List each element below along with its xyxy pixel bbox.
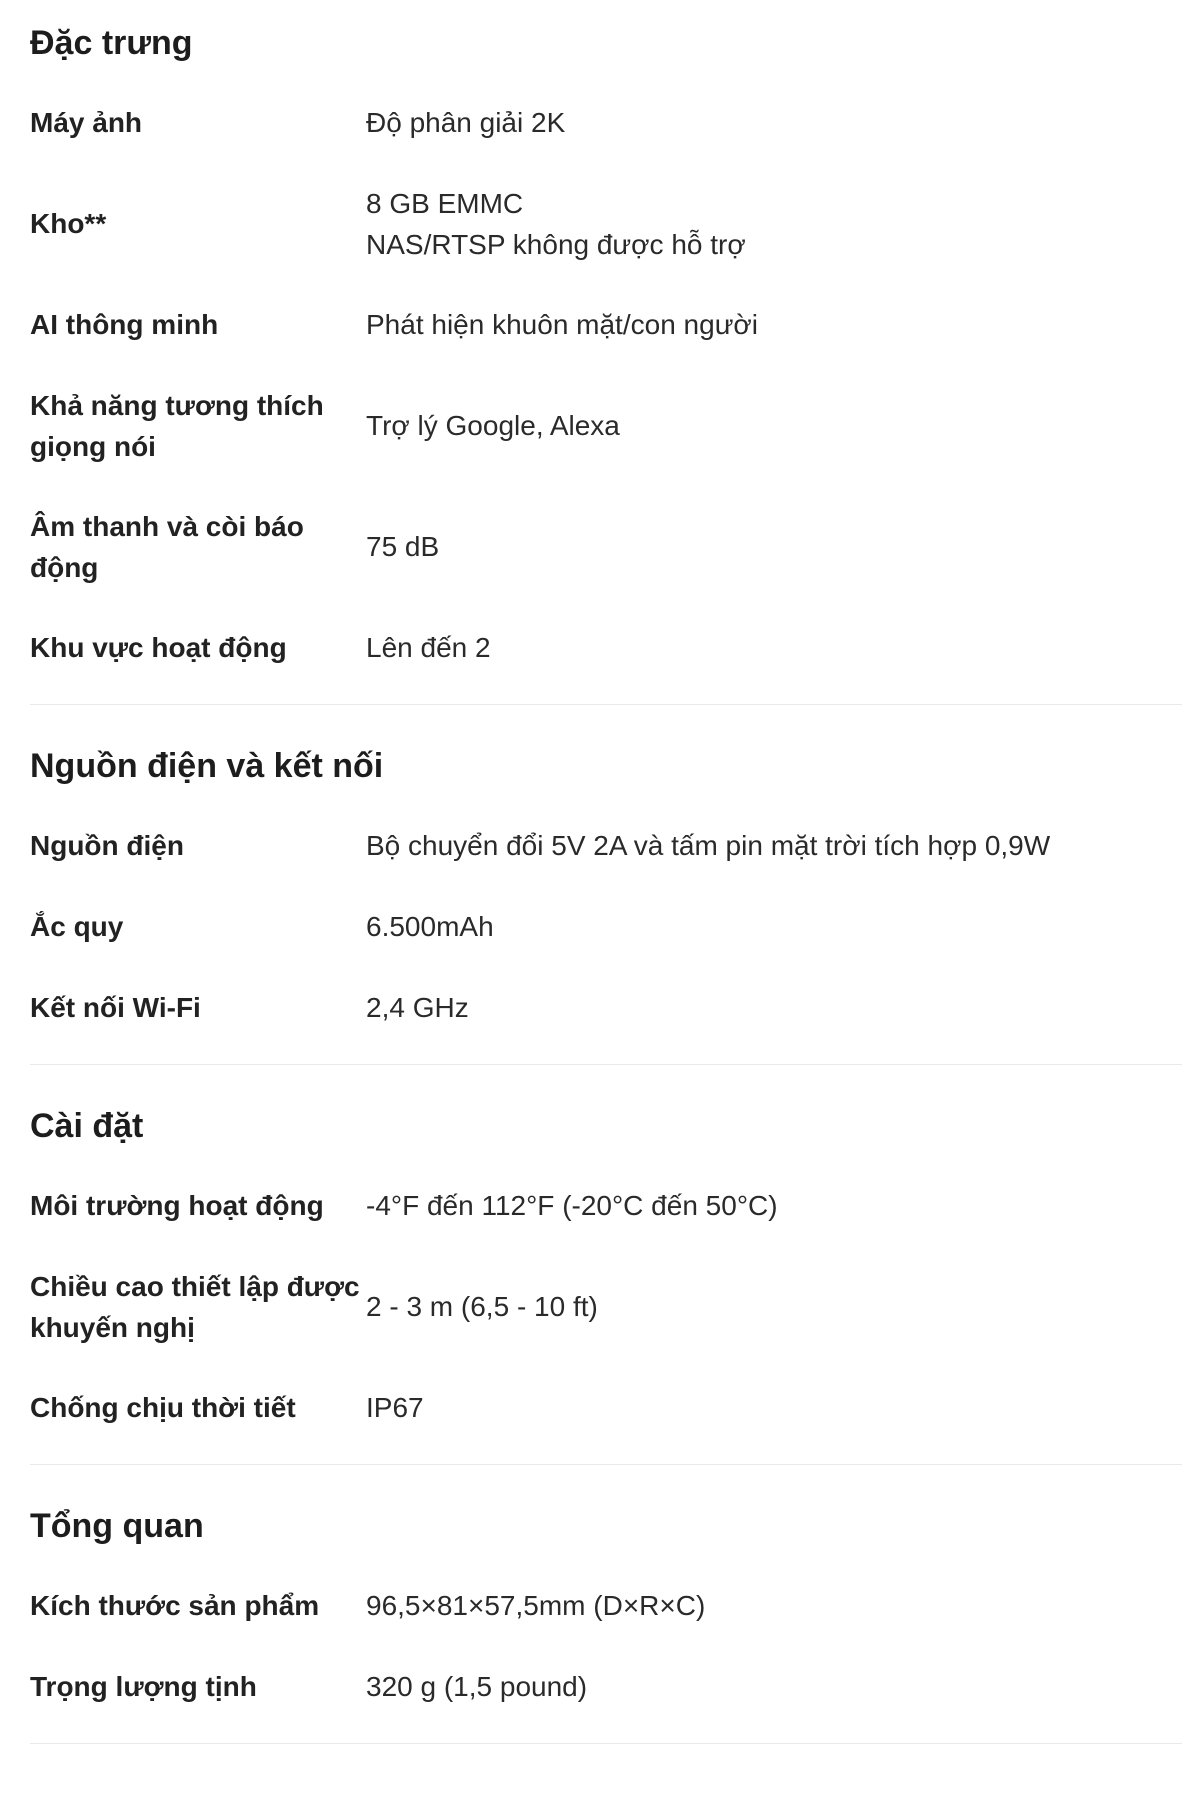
spec-row-camera (30, 82, 1182, 163)
spec-value: 320 g (1,5 pound) (366, 1671, 588, 1702)
spec-row-sound-siren (30, 486, 1182, 607)
spec-row-storage (30, 163, 1182, 284)
spec-value: 75 dB (366, 531, 440, 562)
spec-label: Âm thanh và còi báo động (30, 510, 304, 583)
spec-row-battery (30, 886, 1182, 967)
spec-value: Lên đến 2 (366, 632, 491, 663)
spec-value: Bộ chuyển đổi 5V 2A và tấm pin mặt trời tích hợp 0,9W (366, 830, 1051, 861)
spec-row-dimensions (30, 1565, 1182, 1646)
spec-label: Khả năng tương thích giọng nói (30, 389, 324, 462)
spec-label: Máy ảnh (30, 107, 143, 138)
section-power-connectivity (30, 737, 1182, 1065)
spec-row-wifi (30, 967, 1182, 1048)
spec-row-smart-ai (30, 284, 1182, 365)
spec-value: 2,4 GHz (366, 992, 469, 1023)
spec-value: 8 GB EMMC NAS/RTSP không được hỗ trợ (366, 187, 746, 260)
spec-row-voice-compatibility (30, 365, 1182, 486)
spec-label: Kết nối Wi-Fi (30, 992, 201, 1023)
spec-row-weather-resistance (30, 1367, 1182, 1448)
section-title: Cài đặt (30, 1107, 144, 1145)
spec-value: 96,5×81×57,5mm (D×R×C) (366, 1590, 706, 1621)
spec-label: Kho** (30, 208, 107, 239)
spec-value: IP67 (366, 1392, 424, 1423)
spec-label: Chiều cao thiết lập được khuyến nghị (30, 1270, 360, 1343)
section-title: Tổng quan (30, 1507, 204, 1545)
section-installation (30, 1097, 1182, 1465)
spec-label: Trọng lượng tịnh (30, 1671, 257, 1702)
section-features (30, 14, 1182, 705)
spec-value: Độ phân giải 2K (366, 107, 566, 138)
spec-sheet (30, 14, 1182, 1744)
section-title: Đặc trưng (30, 24, 193, 62)
spec-value: Phát hiện khuôn mặt/con người (366, 309, 759, 340)
spec-row-recommended-height (30, 1246, 1182, 1367)
spec-value: 6.500mAh (366, 911, 494, 942)
spec-label: Chống chịu thời tiết (30, 1392, 296, 1423)
spec-label: AI thông minh (30, 309, 219, 340)
spec-row-operating-environment (30, 1165, 1182, 1246)
spec-label: Kích thước sản phẩm (30, 1590, 320, 1621)
spec-row-net-weight (30, 1646, 1182, 1727)
spec-row-activity-zones (30, 607, 1182, 688)
spec-label: Ắc quy (30, 911, 124, 942)
section-overview (30, 1497, 1182, 1744)
spec-value: Trợ lý Google, Alexa (366, 410, 620, 441)
spec-value: -4°F đến 112°F (-20°C đến 50°C) (366, 1190, 778, 1221)
spec-row-power (30, 805, 1182, 886)
spec-value: 2 - 3 m (6,5 - 10 ft) (366, 1291, 598, 1322)
spec-label: Môi trường hoạt động (30, 1190, 324, 1221)
spec-label: Nguồn điện (30, 830, 184, 861)
spec-label: Khu vực hoạt động (30, 632, 287, 663)
section-title: Nguồn điện và kết nối (30, 747, 384, 785)
